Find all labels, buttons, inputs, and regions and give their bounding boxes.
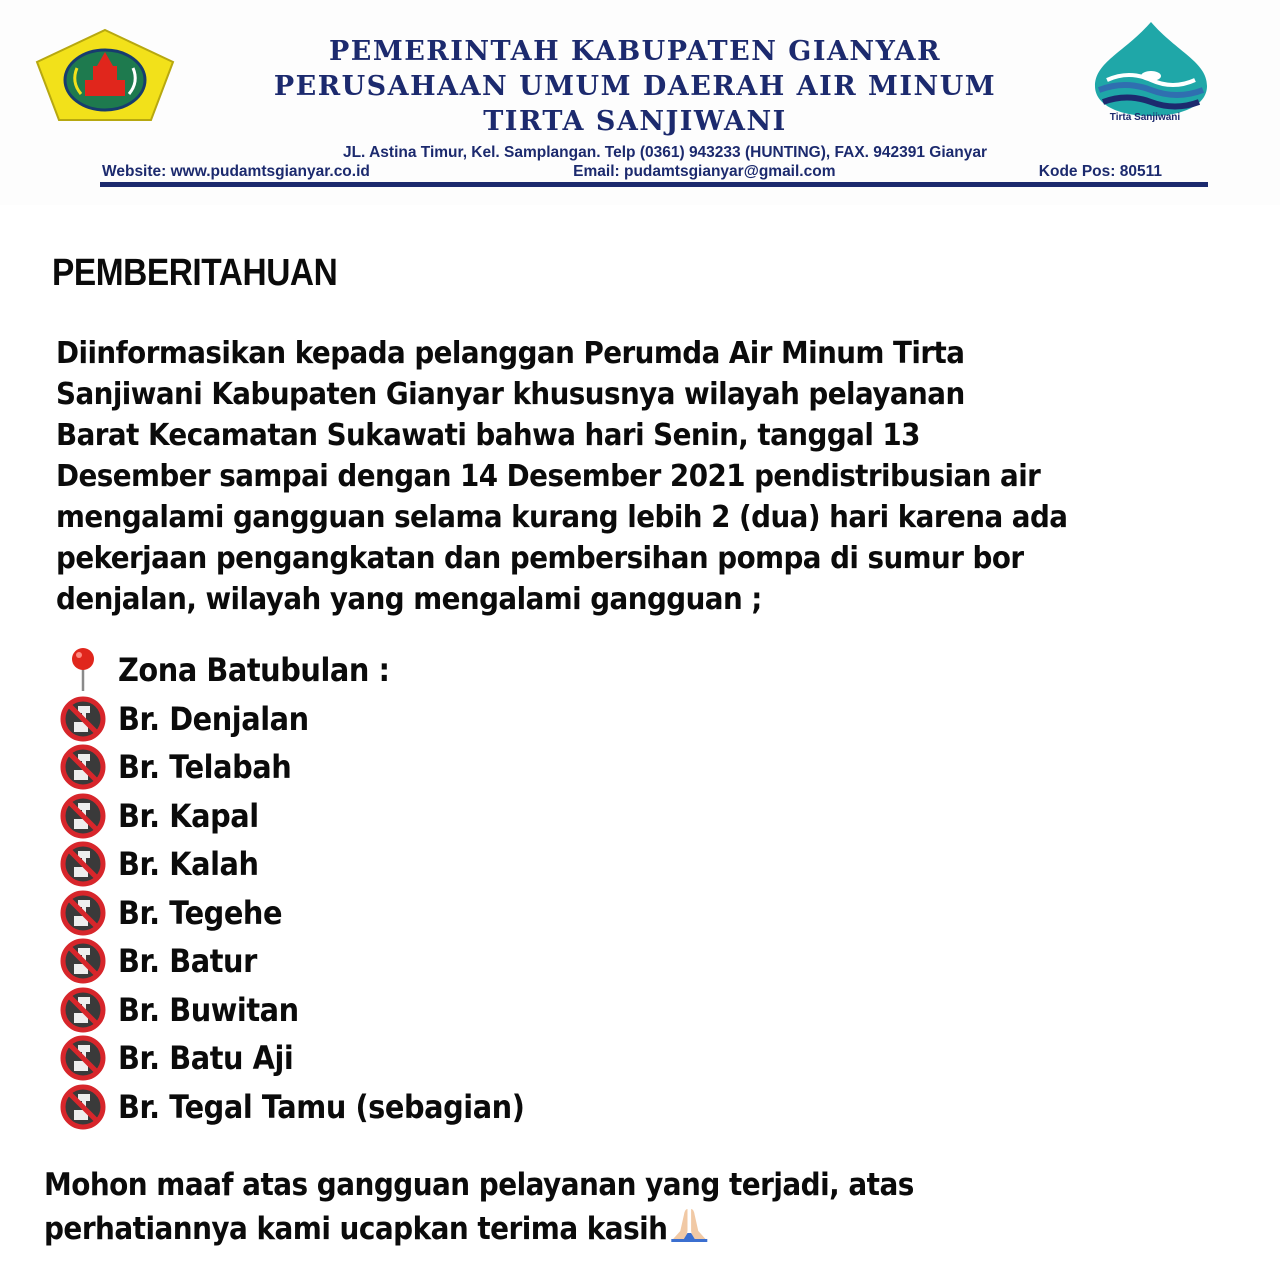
notice-title: PEMBERITAHUAN [52,252,338,294]
area-label: Br. Kalah [118,845,259,884]
closing-text [44,1163,914,1255]
gianyar-regency-emblem-icon [33,28,178,123]
right-logo-label: Tirta Sanjiwani [1109,112,1181,123]
postal-code-text: Kode Pos: 80511 [1038,163,1162,180]
area-label: Br. Batu Aji [118,1039,294,1078]
non-potable-water-icon [60,1035,106,1081]
area-label: Br. Denjalan [118,699,309,738]
address-line: JL. Astina Timur, Kel. Samplangan. Telp (0361) 943233 (HUNTING), FAX. 942391 Gianyar [342,144,988,161]
letterhead-line-3: TIRTA SANJIWANI [483,106,787,137]
letterhead-titles [190,34,1080,139]
list-item [60,792,570,841]
list-item [60,695,570,744]
list-item [60,743,570,792]
non-potable-water-icon [60,938,106,984]
closing-line-2: perhatiannya kami ucapkan terima kasih [44,1211,668,1247]
paragraph-line: pekerjaan pengangkatan dan pembersihan pompa di sumur bor [56,541,1024,576]
non-potable-water-icon [60,696,106,742]
paragraph-line: Desember sampai dengan 14 Desember 2021 pendistribusian air [56,459,1041,494]
notice-paragraph [56,333,1157,620]
letterhead-line-2: PERUSAHAAN UMUM DAERAH AIR MINUM [273,71,997,102]
non-potable-water-icon [60,841,106,887]
letterhead [0,0,1280,205]
paragraph-line: mengalami gangguan selama kurang lebih 2 (dua) hari karena ada [56,500,1068,535]
non-potable-water-icon [60,987,106,1033]
list-item [60,1083,570,1132]
list-item [60,889,570,938]
list-item [60,840,570,889]
paragraph-line: Sanjiwani Kabupaten Gianyar khususnya wilayah pelayanan [56,377,965,412]
area-label: Br. Tegehe [118,893,283,932]
non-potable-water-icon [60,744,106,790]
zone-heading [60,646,570,695]
non-potable-water-icon [60,1084,106,1130]
affected-areas-list [60,646,570,1131]
list-item [60,937,570,986]
list-item [60,1034,570,1083]
closing-line-1: Mohon maaf atas gangguan pelayanan yang terjadi, atas [44,1167,914,1203]
non-potable-water-icon [60,890,106,936]
email-text: Email: pudamtsgianyar@gmail.com [573,163,836,180]
area-label: Br. Tegal Tamu (sebagian) [118,1087,525,1126]
area-label: Br. Telabah [118,748,292,787]
round-pushpin-icon [60,647,106,693]
area-label: Br. Buwitan [118,990,299,1029]
website-text: Website: www.pudamtsgianyar.co.id [102,163,370,180]
area-label: Br. Kapal [118,796,259,835]
non-potable-water-icon [60,793,106,839]
letterhead-divider [100,182,1208,187]
letterhead-line-1: PEMERINTAH KABUPATEN GIANYAR [328,36,942,67]
letterhead-contact [100,143,1160,181]
area-label: Br. Batur [118,942,257,981]
folded-hands-icon [669,1207,709,1255]
paragraph-line: denjalan, wilayah yang mengalami gangguan ; [56,582,762,617]
closing-line-2-wrap [44,1207,914,1255]
zone-label: Zona Batubulan : [118,651,390,690]
list-item [60,986,570,1035]
paragraph-line: Barat Kecamatan Sukawati bahwa hari Senin, tanggal 13 [56,418,920,453]
paragraph-line: Diinformasikan kepada pelanggan Perumda Air Minum Tirta [56,336,965,371]
